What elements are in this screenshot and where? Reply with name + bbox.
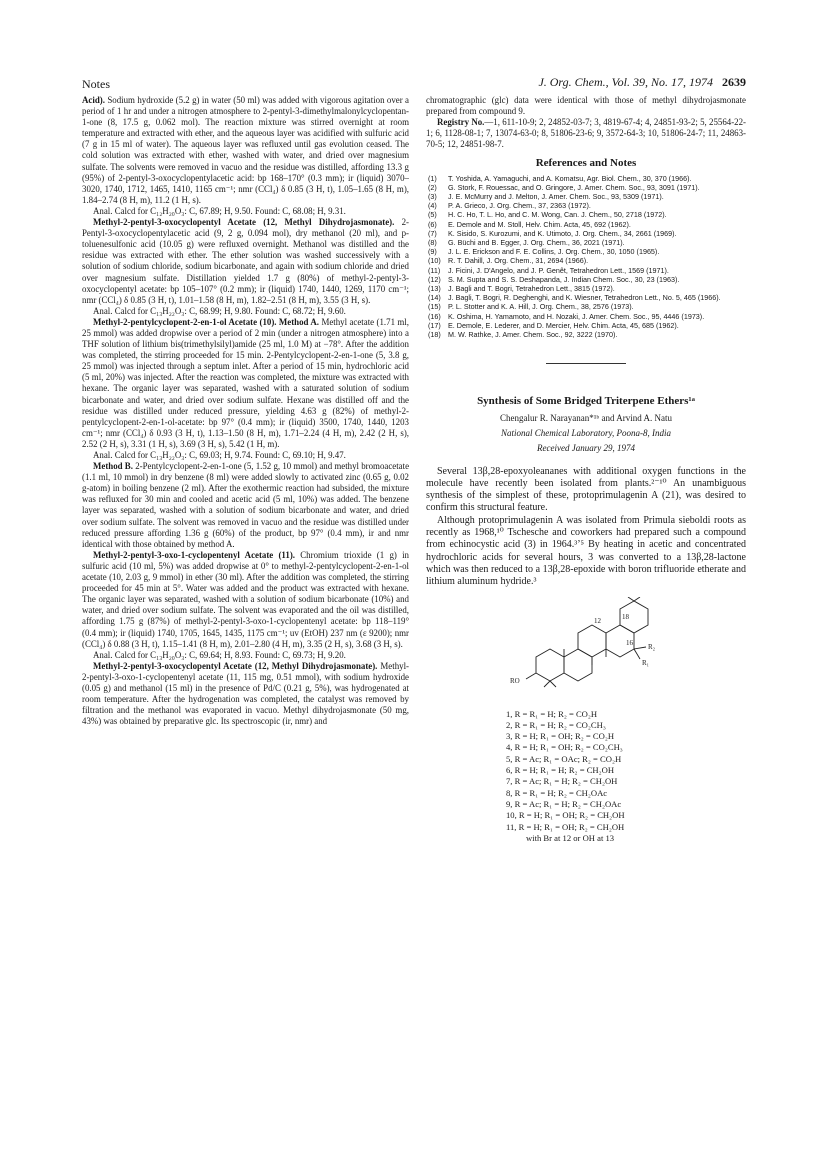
paragraph-heading: Acid). bbox=[82, 95, 105, 105]
reference-item bbox=[426, 293, 746, 302]
reference-number: (9) bbox=[428, 247, 437, 257]
reference-number: (15) bbox=[428, 302, 441, 312]
received-date: Received January 29, 1974 bbox=[537, 442, 635, 453]
reference-item bbox=[426, 210, 746, 219]
reference-item bbox=[426, 266, 746, 275]
compound-entry: 2, R = R₁ = H; R₂ = CO₂CH₃ bbox=[506, 719, 606, 730]
paragraph-heading: Methyl-2-pentylcyclopent-2-en-1-ol Acetate (10). Method A. bbox=[93, 316, 320, 327]
reference-item bbox=[426, 174, 746, 183]
reference-number: (1) bbox=[428, 173, 437, 183]
reference-number: (7) bbox=[428, 228, 437, 238]
reference-text: E. Demole, E. Lederer, and D. Mercier, Helv. Chim. Acta, 45, 685 (1962). bbox=[448, 320, 679, 330]
compound-entry: 7, R = Ac; R₁ = H; R₂ = CH₂OH bbox=[506, 776, 618, 787]
reference-number: (14) bbox=[428, 293, 441, 303]
registry-numbers bbox=[426, 117, 746, 150]
compound-entry: 4, R = H; R₁ = OH; R₂ = CO₂CH₃ bbox=[506, 742, 623, 753]
reference-number: (6) bbox=[428, 219, 437, 229]
paragraph-continuation: chromatographic (glc) data were identical with those of methyl dihydrojasmonate prepared from compound 9. bbox=[426, 95, 746, 117]
reference-item bbox=[426, 302, 746, 311]
paragraph-text: 2-Pentylcyclopent-2-en-1-one (5, 1.52 g, 10 mmol) and methyl bromoacetate (1.1 ml, 10 mmol) in dry benzene (8 ml) were added slowly to activated zinc (0.65 g, 0.02 g-atom) in boiling benzene (2 ml). After the exothermic reaction had subsided, the mixture was refluxed for 30 min and cooled and acetic acid (5 ml, 10%) was added. The benzene layer was separated, washed with a solution of sodium bicarbonate and water, and dried over sodium sulfate. The solvent was removed in vacuo and the residue was distilled under reduced pressure affording 1.36 g (60%) of the product, bp 97° (0.4 mm), ir and nmr identical with those obtained by method A. bbox=[82, 461, 410, 549]
triterpene-structure bbox=[426, 597, 746, 705]
reference-text: T. Yoshida, A. Yamaguchi, and A. Komatsu, Agr. Biol. Chem., 30, 370 (1966). bbox=[448, 173, 692, 183]
reference-item bbox=[426, 284, 746, 293]
compound-entry: 1, R = R₁ = H; R₂ = CO₂H bbox=[506, 708, 598, 719]
ring-a bbox=[536, 649, 564, 681]
reference-text: P. L. Stotter and K. A. Hill, J. Org. Chem., 38, 2576 (1973). bbox=[448, 302, 634, 312]
reference-item bbox=[426, 229, 746, 238]
journal-citation-header bbox=[538, 75, 746, 90]
compound-entry: 11, R = H; R₁ = OH; R₂ = CH₂OH bbox=[506, 821, 625, 832]
reference-number: (5) bbox=[428, 210, 437, 220]
paragraph-heading: Method B. bbox=[93, 461, 133, 472]
authors: Chengalur R. Narayanan*¹ᵇ and Arvind A. Natu bbox=[500, 413, 672, 424]
reference-text: J. Ficini, J. D'Angelo, and J. P. Genêt, Tetrahedron Lett., 1569 (1971). bbox=[448, 265, 669, 275]
reference-text: H. C. Ho, T. L. Ho, and C. M. Wong, Can. J. Chem., 50, 2718 (1972). bbox=[448, 210, 667, 220]
paragraph bbox=[82, 461, 409, 550]
reference-number: (18) bbox=[428, 330, 441, 340]
paragraph-text: 2-Pentyl-3-oxocyclopentylacetic acid (9, 2 g, 0.094 mol), dry methanol (20 ml), and p-toluenesulfonic acid (10.05 g) were refluxed overnight. Methanol was distilled and the residue was extracted with ether. The ether solution was washed successively with a solution of sodium chloride, sodium bicarbonate, and again with sodium chloride and dried over magnesium sulfate. Distillation yielded 1.7 g (80%) of methyl-2-pentyl-3-oxocyclopentyl acetate: bp 105–107° (0.2 mm); ir (liquid) 1740, 1440, 1269, 1170 cm⁻¹; nmr (CCl₄) δ 0.85 (3 H, t), 1.01–1.58 (8 H, m), 1.82–2.51 (8 H, m), 3.55 (3 H, s). bbox=[82, 217, 409, 305]
reference-item bbox=[426, 321, 746, 330]
article-title: Synthesis of Some Bridged Triterpene Ethers¹ᵃ bbox=[477, 395, 695, 408]
structure-drawing bbox=[426, 597, 746, 705]
compound-entry: 6, R = H; R₁ = H; R₂ = CH₂OH bbox=[506, 765, 615, 776]
reference-number: (10) bbox=[428, 256, 441, 266]
structure-label-r1: R₁ bbox=[642, 658, 650, 667]
page-number: 2639 bbox=[722, 75, 746, 89]
structure-label-c12: 12 bbox=[594, 616, 601, 625]
reference-item bbox=[426, 183, 746, 192]
reference-number: (13) bbox=[428, 284, 441, 293]
paragraph bbox=[82, 661, 409, 728]
reference-item bbox=[426, 256, 746, 265]
ring-c bbox=[578, 625, 606, 657]
reference-text: G. Büchi and B. Egger, J. Org. Chem., 36, 2021 (1971). bbox=[448, 237, 625, 247]
reference-text: M. W. Rathke, J. Amer. Chem. Soc., 92, 3222 (1970). bbox=[448, 330, 618, 340]
journal-citation: J. Org. Chem., Vol. 39, No. 17, 1974 bbox=[538, 75, 713, 89]
reference-text: P. A. Grieco, J. Org. Chem., 37, 2363 (1972). bbox=[448, 201, 591, 211]
structure-label-c16: 16 bbox=[626, 638, 633, 647]
compound-entry: 10, R = H; R₁ = OH; R₂ = CH₂OH bbox=[506, 810, 625, 821]
right-column bbox=[426, 95, 746, 844]
left-column bbox=[82, 95, 409, 727]
reference-text: K. Sisido, S. Kurozumi, and K. Utimoto, J. Org. Chem., 34, 2661 (1969). bbox=[448, 228, 677, 238]
paragraph bbox=[82, 317, 409, 450]
intro-paragraph: Although protoprimulagenin A was isolated from Primula sieboldi roots as recently as 1968,¹⁰ Tschesche and coworkers had prepared such a compound from echinocystic acid (3) in 1964.³ʼ⁵ By heating in acetic and concentrated hydrochloric acids for several hours, 3 was converted to a 13β,28-lactone which was then reduced to a 13β,28-epoxide with boron trifluoride etherate and lithium aluminum hydride.³ bbox=[426, 514, 746, 588]
paragraph-text: Sodium hydroxide (5.2 g) in water (50 ml) was added with vigorous agitation over a period of 1 hr and under a nitrogen atmosphere to 2-pentyl-3-dimethylmalonylcyclopentan-1-one (8, 17.5 g, 0.062 mol). The reaction mixture was stirred overnight at room temperature and extracted with ether, and the aqueous layer was acidified with sulfuric acid (7 g in 15 ml of water). The aqueous layer was refluxed until gas evolution ceased. The cold solution was extracted with ether, washed with water, and dried over magnesium sulfate. The solvents were removed in vacuo and the residue was distilled, affording 13.3 g (95%) of 2-pentyl-3-oxocyclopentylacetic acid: bp 168–170° (0.3 mm); ir (liquid) 3070–3020, 1740, 1712, 1465, 1410, 1165 cm⁻¹; nmr (CCl₄) δ 0.85 (3 H, t), 1.05–1.65 (8 H, m), 1.84–2.74 (8 H, m), 11.2 (1 H, s). bbox=[82, 95, 410, 205]
references-title: References and Notes bbox=[535, 157, 637, 170]
reference-item bbox=[426, 247, 746, 256]
paragraph-heading: Methyl-2-pentyl-3-oxo-1-cyclopentenyl Acetate (11). bbox=[93, 549, 295, 560]
compound-entry: 3, R = H; R₁ = OH; R₂ = CO₂H bbox=[506, 731, 615, 742]
reference-text: J. Bagli and T. Bogri, Tetrahedron Lett., 3815 (1972). bbox=[448, 284, 615, 293]
reference-number: (12) bbox=[428, 274, 441, 284]
structure-label-r2: R₂ bbox=[648, 642, 656, 651]
reference-number: (17) bbox=[428, 320, 441, 330]
analysis-line: Anal. Calcd for C₁₃H₂₂O₃: C, 68.99; H, 9.80. Found: C, 68.72; H, 9.60. bbox=[93, 305, 346, 316]
paragraph bbox=[82, 217, 409, 306]
reference-number: (4) bbox=[428, 201, 437, 211]
compound-entry: 5, R = Ac; R₁ = OAc; R₂ = CO₂H bbox=[506, 753, 622, 764]
paragraph-text: Methyl acetate (1.71 ml, 25 mmol) was added dropwise over a period of 2 min (under a nitrogen atmosphere) into a THF solution of lithium bis(trimethylsilyl)amide (25 ml, 1.0 M) at −78°. After the addition was completed, the stirring proceeded for 15 min. 2-Pentylcyclopent-2-en-1-one (5, 3.8 g, 25 mmol) was injected through a septum inlet. After a period of 15 min, hydrochloric acid (5 ml, 20%) was injected. After the reaction was completed, the mixture was extracted with hexane. The organic layer was separated, washed with a saturated solution of sodium bicarbonate and water, and dried over sodium sulfate. Hexane was distilled off and the residue was distilled under reduced pressure, yielding 4.63 g (82%) of methyl-2-pentylcyclopent-2-en-1-ol-acetate: bp 97° (0.4 mm); ir (liquid) 3500, 1740, 1440, 1203 cm⁻¹; nmr (CCl₄) δ 0.93 (3 H, t), 1.13–1.50 (8 H, m), 1.71–2.24 (4 H, m), 2.42 (2 H, s), 2.52 (2 H, s), 3.31 (1 H, s), 3.69 (3 H, s), 5.42 (1 H, m). bbox=[82, 316, 409, 449]
reference-text: J. E. McMurry and J. Melton, J. Amer. Chem. Soc., 93, 5309 (1971). bbox=[448, 191, 664, 201]
reference-item bbox=[426, 201, 746, 210]
analysis-line: Anal. Calcd for C₁₃H₂₂O₃: C, 69.03; H, 9.74. Found: C, 69.10; H, 9.47. bbox=[93, 450, 346, 460]
reference-text: S. M. Supta and S. S. Deshapanda, J. Indian Chem. Soc., 30, 23 (1963). bbox=[448, 274, 680, 284]
structure-label-c18: 18 bbox=[622, 612, 629, 621]
intro-paragraph: Several 13β,28-epoxyoleananes with additional oxygen functions in the molecule have recently been isolated from plants.²⁻¹⁰ An unambiguous synthesis of the simplest of these, protoprimulagenin A (21), was desired to confirm this structural feature. bbox=[426, 465, 746, 514]
structure-label-ro: RO bbox=[510, 676, 520, 685]
reference-number: (2) bbox=[428, 182, 437, 192]
section-header: Notes bbox=[82, 77, 110, 91]
paragraph bbox=[82, 95, 409, 206]
analysis-line: Anal. Calcd for C₁₃H₂₀O₃: C, 69.64; H, 8.93. Found: C, 69.73; H, 9.20. bbox=[93, 649, 346, 660]
paragraph-text: Methyl-2-pentyl-3-oxo-1-cyclopentenyl acetate (11, 115 mg, 0.51 mmol), with sodium hydroxide (0.05 g) and methanol (15 ml) in the presence of Pd/C (0.21 g, 5%), was hydrogenated at room temperature. After the hydrogenation was completed, the catalyst was removed by filtration and the methanol was evaporated in vacuo. Methyl dihydrojasmonate (50 mg, 43%) was obtained by preparative glc. Its spectroscopic (ir, nmr) and bbox=[82, 660, 409, 727]
article-divider bbox=[546, 363, 626, 364]
reference-text: J. L. E. Erickson and F. E. Collins, J. Org. Chem., 30, 1050 (1965). bbox=[448, 247, 660, 257]
paragraph-heading: Methyl-2-pentyl-3-oxocyclopentyl Acetate (12, Methyl Dihydrojasmonate). bbox=[93, 660, 378, 671]
reference-text: G. Stork, F. Rouessac, and O. Gringore, J. Amer. Chem. Soc., 93, 3091 (1971). bbox=[448, 182, 700, 192]
affiliation: National Chemical Laboratory, Poona-8, India bbox=[501, 428, 671, 439]
compound-entry: 8, R = R₁ = H; R₂ = CH₂OAc bbox=[506, 787, 608, 798]
analysis-line: Anal. Calcd for C₁₂H₂₀O₃: C, 67.89; H, 9.50. Found: C, 68.08; H, 9.31. bbox=[93, 205, 346, 216]
ring-b bbox=[564, 649, 592, 681]
registry-label: Registry No. bbox=[437, 117, 485, 128]
reference-number: (8) bbox=[428, 237, 437, 247]
compound-list bbox=[506, 709, 746, 833]
paragraph-text: Chromium trioxide (1 g) in sulfuric acid (10 ml, 5%) was added dropwise at 0° to methyl-2-pentylcyclopent-2-en-1-ol acetate (10, 2.03 g, 9 mmol) in ether (30 ml). After the addition was completed, the stirring proceeded for 45 min at 5°. Water was added and the product was extracted with hexane. The organic layer was separated, washed with a solution of sodium bicarbonate (10%) and water, and dried over sodium sulfate. The solvent was evaporated and the oil was distilled, affording 1.75 g (87%) of methyl-2-pentyl-3-oxo-1-cyclopentenyl acetate: bp 118–119° (0.4 mm); ir (liquid) 1740, 1705, 1645, 1435, 1175 cm⁻¹; uv (EtOH) 237 nm (ε 9200); nmr (CCl₄) δ 0.88 (3 H, t), 1.15–1.41 (8 H, m), 2.01–2.80 (4 H, m), 3.35 (2 H, s), 3.68 (3 H, s). bbox=[82, 549, 409, 649]
reference-item bbox=[426, 192, 746, 201]
reference-item bbox=[426, 220, 746, 229]
reference-item bbox=[426, 330, 746, 339]
compound-note: with Br at 12 or OH at 13 bbox=[526, 832, 615, 843]
compound-entry: 9, R = Ac; R₁ = H; R₂ = CH₂OAc bbox=[506, 798, 622, 809]
reference-text: E. Demole and M. Stoll, Helv. Chim. Acta, 45, 692 (1962). bbox=[448, 219, 631, 229]
references-list bbox=[426, 174, 746, 340]
reference-item bbox=[426, 312, 746, 321]
reference-number: (11) bbox=[428, 265, 441, 275]
registry-text: —1, 611-10-9; 2, 24852-03-7; 3, 4819-67-4; 4, 24851-93-2; 5, 25564-22-1; 6, 1128-08-1; 7, 13074-63-0; 8, 51806-23-6; 9, 3572-64-3; 10, 51806-24-7; 11, 24863-70-5; 12, 24851-98-7. bbox=[426, 117, 747, 150]
reference-text: R. T. Dahill, J. Org. Chem., 31, 2694 (1966). bbox=[448, 256, 589, 266]
paragraph bbox=[82, 550, 409, 650]
reference-text: K. Oshima, H. Yamamoto, and H. Nozaki, J. Amer. Chem. Soc., 95, 4446 (1973). bbox=[448, 311, 705, 321]
reference-item bbox=[426, 238, 746, 247]
paragraph-heading: Methyl-2-pentyl-3-oxocyclopentyl Acetate (12, Methyl Dihydrojasmonate). bbox=[93, 217, 395, 228]
reference-number: (3) bbox=[428, 191, 437, 201]
reference-text: J. Bagli, T. Bogri, R. Deghenghi, and K. Wiesner, Tetrahedron Lett., No. 5, 465 (1966). bbox=[448, 293, 721, 303]
reference-item bbox=[426, 275, 746, 284]
reference-number: (16) bbox=[428, 311, 441, 321]
